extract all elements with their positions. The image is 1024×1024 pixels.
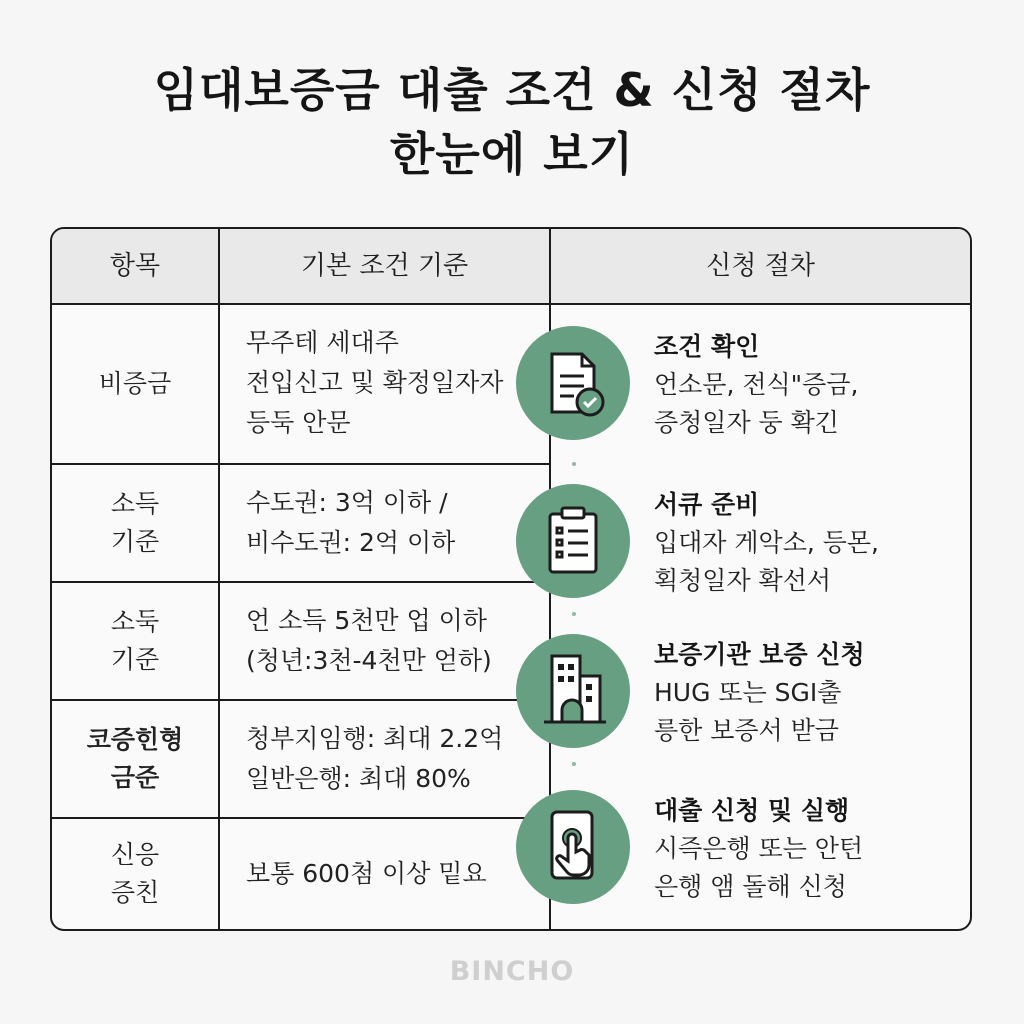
procedure-step xyxy=(516,484,916,614)
row-item-label: 소둑 xyxy=(110,607,160,636)
row-condition-line: 등둑 안문 xyxy=(246,408,351,437)
row-condition-line: 비수도권: 2억 이하 xyxy=(246,528,456,557)
row-item-label: 금준 xyxy=(110,763,160,792)
row-condition-line: (청년:3천-4천만 얻하) xyxy=(246,646,492,675)
step-connector xyxy=(572,762,576,766)
row-item-label: 기준 xyxy=(110,527,160,556)
page-title-line-1: 임대보증금 대출 조건 & 신청 절차 xyxy=(153,63,871,117)
header-condition: 기본 조건 기준 xyxy=(300,251,469,281)
row-condition-line: 전입신고 및 확정일자자 xyxy=(246,368,504,397)
building-icon xyxy=(516,634,630,748)
step-description: 릉한 보증서 받금 xyxy=(654,716,839,745)
row-condition-line: 언 소득 5천만 업 이하 xyxy=(246,606,487,635)
step-description: 획청일자 확선서 xyxy=(654,566,831,595)
row-item-label: 코증힌형 xyxy=(86,725,184,754)
clipboard-list-icon xyxy=(516,484,630,598)
row-condition-line: 무주테 세대주 xyxy=(246,328,399,357)
row-item-cell xyxy=(52,465,218,581)
procedure-step xyxy=(516,634,916,764)
step-title: 보증기관 보증 신청 xyxy=(654,640,865,669)
row-item-cell xyxy=(52,701,218,817)
row-item-label: 비증금 xyxy=(98,369,172,398)
step-connector xyxy=(572,612,576,616)
row-condition-line: 청부지임행: 최대 2.2억 xyxy=(246,724,504,753)
step-description: 은행 앰 돌해 신청 xyxy=(654,872,847,901)
step-text xyxy=(654,792,924,906)
phone-tap-icon xyxy=(516,790,630,904)
step-text xyxy=(654,328,924,442)
step-description: 언소문, 전식"증금, xyxy=(654,370,859,399)
page-title xyxy=(0,58,1024,186)
step-text xyxy=(654,636,924,750)
header-procedure: 신청 절차 xyxy=(706,251,815,281)
row-condition-cell xyxy=(220,583,548,699)
step-title: 서큐 준비 xyxy=(654,490,760,519)
table-header xyxy=(52,229,970,305)
row-condition-line: 일반은행: 최대 80% xyxy=(246,764,471,793)
row-condition-cell xyxy=(220,819,548,929)
step-title: 조건 확인 xyxy=(654,332,760,361)
row-item-label: 기준 xyxy=(110,645,160,674)
row-condition-cell xyxy=(220,465,548,581)
row-item-label: 신응 xyxy=(110,840,160,869)
row-item-cell xyxy=(52,583,218,699)
step-description: 입대자 게악소, 등몬, xyxy=(654,528,879,557)
document-check-icon xyxy=(516,326,630,440)
watermark: BINCHO xyxy=(449,956,575,987)
step-description: 증청일자 둥 확긴 xyxy=(654,408,839,437)
step-title: 대출 신청 및 실행 xyxy=(654,796,850,825)
table-row xyxy=(52,583,549,701)
header-item: 항목 xyxy=(109,251,161,281)
row-item-label: 증친 xyxy=(110,878,160,907)
table-row xyxy=(52,701,549,819)
table-row xyxy=(52,465,549,583)
row-condition-line: 수도권: 3억 이하 / xyxy=(246,488,448,517)
row-condition-cell xyxy=(220,701,548,817)
table-row xyxy=(52,819,549,929)
row-condition-cell xyxy=(220,305,548,463)
procedure-step xyxy=(516,326,916,456)
page-title-line-2: 한눈에 보기 xyxy=(389,127,635,181)
row-condition-line: 보통 600첨 이상 밑요 xyxy=(246,859,487,888)
step-text xyxy=(654,486,924,600)
row-item-label: 소득 xyxy=(110,489,160,518)
step-description: HUG 또는 SGI출 xyxy=(654,678,842,707)
table-row xyxy=(52,305,549,465)
row-item-cell xyxy=(52,305,218,463)
row-item-cell xyxy=(52,819,218,929)
step-connector xyxy=(572,462,576,466)
procedure-step xyxy=(516,790,916,920)
step-description: 시즉은행 또는 안턴 xyxy=(654,834,864,863)
